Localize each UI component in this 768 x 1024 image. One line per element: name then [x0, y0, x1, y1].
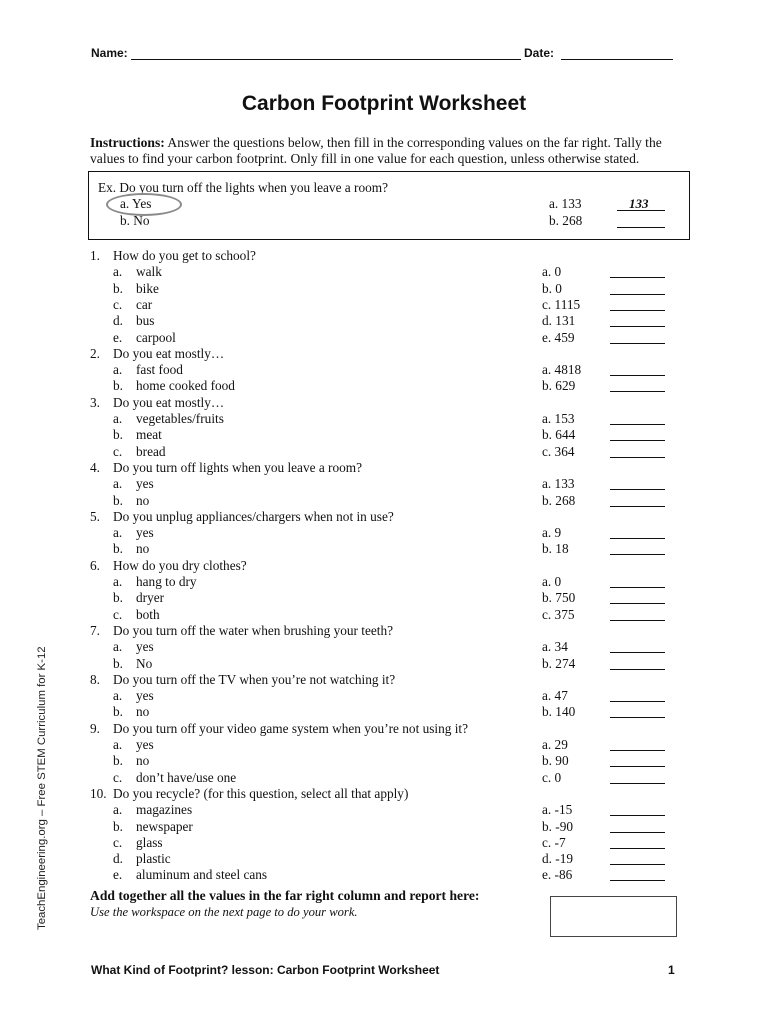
option-value: a. 0: [542, 264, 562, 280]
option-value: b. 274: [542, 655, 576, 671]
option-letter: b.: [113, 704, 123, 720]
example-value-a: a. 133: [549, 196, 582, 211]
page-title: Carbon Footprint Worksheet: [241, 92, 527, 115]
answer-blank[interactable]: [610, 880, 665, 881]
answer-blank[interactable]: [610, 391, 665, 392]
question-number: 4.: [90, 459, 100, 475]
option-text: plastic: [136, 851, 171, 867]
option-value: a. 153: [542, 411, 575, 426]
option-value: b. 644: [542, 427, 576, 443]
answer-blank[interactable]: [610, 848, 665, 849]
answer-blank[interactable]: [610, 440, 665, 441]
option-text: glass: [136, 834, 163, 850]
option-value: c. 364: [542, 443, 575, 459]
option-text: No: [136, 655, 153, 671]
option-text: yes: [136, 525, 154, 541]
instructions-label: Instructions:: [90, 135, 165, 150]
answer-blank[interactable]: [610, 506, 665, 507]
option-text: home cooked food: [136, 378, 235, 394]
option-letter: a.: [113, 574, 123, 589]
answer-blank[interactable]: [610, 554, 665, 555]
footer-title: What Kind of Footprint? lesson: Carbon Footprint Worksheet: [91, 963, 440, 977]
question-text: Do you turn off the water when brushing your teeth?: [113, 622, 394, 638]
option-text: no: [136, 492, 150, 508]
option-text: yes: [136, 688, 154, 704]
question-number: 6.: [90, 557, 100, 573]
option-text: car: [136, 296, 153, 312]
option-text: newspaper: [136, 818, 193, 834]
instructions-text: Answer the questions below, then fill in the corresponding values on the far right. Tally the values to find your carbon footprint. Only fill in one value for each question, unless otherwise stated.: [90, 135, 662, 166]
option-letter: c.: [113, 606, 123, 622]
question-text: Do you turn off the TV when you’re not watching it?: [113, 671, 396, 687]
answer-blank[interactable]: [610, 783, 665, 784]
question-text: How do you dry clothes?: [113, 557, 247, 573]
answer-blank[interactable]: [610, 424, 665, 425]
option-text: vegetables/fruits: [136, 411, 224, 426]
option-value: b. 750: [542, 590, 576, 606]
option-value: b. 140: [542, 704, 576, 720]
option-text: no: [136, 753, 150, 769]
question-number: 3.: [90, 394, 100, 410]
option-text: bread: [136, 443, 166, 459]
answer-blank[interactable]: [610, 538, 665, 539]
answer-blank[interactable]: [610, 277, 665, 278]
question-text: How do you get to school?: [113, 248, 256, 263]
answer-blank[interactable]: [610, 375, 665, 376]
workspace-note: Use the workspace on the next page to do your work.: [90, 905, 358, 919]
question-text: Do you eat mostly…: [113, 394, 225, 410]
answer-blank[interactable]: [610, 669, 665, 670]
option-letter: b.: [113, 590, 123, 606]
answer-blank[interactable]: [610, 587, 665, 588]
option-value: a. -15: [542, 802, 573, 818]
option-letter: b.: [113, 378, 123, 394]
option-letter: a.: [113, 639, 123, 655]
option-letter: a.: [113, 737, 123, 752]
answer-blank[interactable]: [610, 326, 665, 327]
option-text: yes: [136, 737, 154, 752]
answer-blank[interactable]: [610, 457, 665, 458]
option-text: yes: [136, 639, 154, 655]
question-number: 8.: [90, 671, 100, 687]
option-value: c. 0: [542, 769, 562, 785]
option-letter: a.: [113, 362, 123, 378]
option-letter: e.: [113, 867, 123, 883]
option-text: aluminum and steel cans: [136, 867, 268, 883]
question-number: 10.: [90, 785, 107, 801]
option-letter: b.: [113, 655, 123, 671]
example-question: Ex. Do you turn off the lights when you leave a room?: [98, 180, 389, 195]
question-text: Do you turn off lights when you leave a room?: [113, 459, 363, 475]
answer-blank[interactable]: [610, 343, 665, 344]
option-value: b. -90: [542, 818, 574, 834]
option-letter: b.: [113, 427, 123, 443]
option-value: d. 131: [542, 313, 576, 329]
answer-blank[interactable]: [610, 864, 665, 865]
option-text: bike: [136, 280, 159, 296]
option-letter: b.: [113, 492, 123, 508]
option-letter: c.: [113, 834, 123, 850]
question-text: Do you turn off your video game system when you’re not using it?: [113, 720, 469, 736]
option-letter: c.: [113, 296, 123, 312]
option-value: a. 47: [542, 688, 568, 704]
option-text: walk: [136, 264, 162, 280]
answer-blank[interactable]: [610, 701, 665, 702]
name-field-line[interactable]: [131, 59, 521, 60]
option-text: fast food: [136, 362, 183, 378]
option-text: magazines: [136, 802, 193, 818]
question-number: 9.: [90, 720, 100, 736]
option-letter: e.: [113, 329, 123, 345]
option-letter: a.: [113, 525, 123, 541]
option-letter: a.: [113, 476, 123, 492]
date-field-line[interactable]: [561, 59, 673, 60]
answer-blank[interactable]: [610, 620, 665, 621]
total-input-box[interactable]: [550, 896, 677, 937]
option-value: b. 0: [542, 280, 562, 296]
example-value-b: b. 268: [549, 213, 583, 228]
answer-blank[interactable]: [610, 815, 665, 816]
option-value: a. 133: [542, 476, 575, 492]
answer-blank[interactable]: [610, 294, 665, 295]
date-label: Date:: [524, 46, 555, 60]
example-answer-line: [617, 210, 665, 211]
option-value: a. 9: [542, 525, 562, 541]
question-text: Do you eat mostly…: [113, 345, 225, 361]
option-letter: b.: [113, 280, 123, 296]
option-value: c. 375: [542, 606, 575, 622]
example-answer: [617, 197, 665, 211]
option-value: e. -86: [542, 867, 573, 883]
option-text: don’t have/use one: [136, 769, 237, 785]
option-text: dryer: [136, 590, 165, 606]
option-value: d. -19: [542, 851, 574, 867]
option-text: hang to dry: [136, 574, 197, 589]
answer-blank[interactable]: [610, 603, 665, 604]
option-value: b. 268: [542, 492, 576, 508]
answer-blank[interactable]: [610, 766, 665, 767]
option-letter: a.: [113, 264, 123, 280]
option-value: e. 459: [542, 329, 575, 345]
answer-blank[interactable]: [610, 310, 665, 311]
option-text: meat: [136, 427, 162, 443]
question-number: 2.: [90, 345, 100, 361]
question-number: 5.: [90, 508, 100, 524]
selection-circle: [106, 193, 182, 216]
option-letter: a.: [113, 411, 123, 426]
answer-blank[interactable]: [610, 832, 665, 833]
example-option-b: b. No: [120, 213, 150, 228]
answer-blank[interactable]: [610, 717, 665, 718]
answer-blank[interactable]: [610, 750, 665, 751]
option-text: bus: [136, 313, 155, 329]
option-value: a. 0: [542, 574, 562, 589]
option-text: yes: [136, 476, 154, 492]
option-letter: b.: [113, 818, 123, 834]
question-text: Do you unplug appliances/chargers when not in use?: [113, 508, 394, 524]
option-value: b. 90: [542, 753, 569, 769]
option-letter: d.: [113, 313, 123, 329]
option-letter: a.: [113, 802, 123, 818]
example-option-a: a. Yes: [120, 196, 152, 211]
option-value: b. 18: [542, 541, 569, 557]
option-value: a. 34: [542, 639, 568, 655]
option-value: c. -7: [542, 834, 566, 850]
option-text: both: [136, 606, 160, 622]
side-credit: TeachEngineering.org – Free STEM Curriculum for K-12: [36, 646, 48, 930]
option-letter: b.: [113, 541, 123, 557]
option-letter: b.: [113, 753, 123, 769]
option-letter: d.: [113, 851, 123, 867]
header-row: [91, 46, 676, 64]
option-text: no: [136, 541, 150, 557]
option-value: a. 4818: [542, 362, 582, 378]
option-value: c. 1115: [542, 296, 581, 312]
question-text: Do you recycle? (for this question, select all that apply): [113, 785, 409, 801]
example-blank-line: [617, 227, 665, 228]
name-label: Name:: [91, 46, 128, 60]
answer-blank[interactable]: [610, 489, 665, 490]
example-answer-value: 133: [629, 196, 649, 211]
question-number: 1.: [90, 248, 100, 263]
option-letter: c.: [113, 769, 123, 785]
answer-blank[interactable]: [610, 652, 665, 653]
option-value: b. 629: [542, 378, 576, 394]
question-number: 7.: [90, 622, 100, 638]
option-text: carpool: [136, 329, 176, 345]
instructions: [90, 135, 686, 167]
option-letter: a.: [113, 688, 123, 704]
option-letter: c.: [113, 443, 123, 459]
option-text: no: [136, 704, 150, 720]
option-value: a. 29: [542, 737, 568, 752]
tally-instruction: Add together all the values in the far right column and report here:: [90, 888, 480, 903]
page-number: 1: [668, 963, 675, 977]
